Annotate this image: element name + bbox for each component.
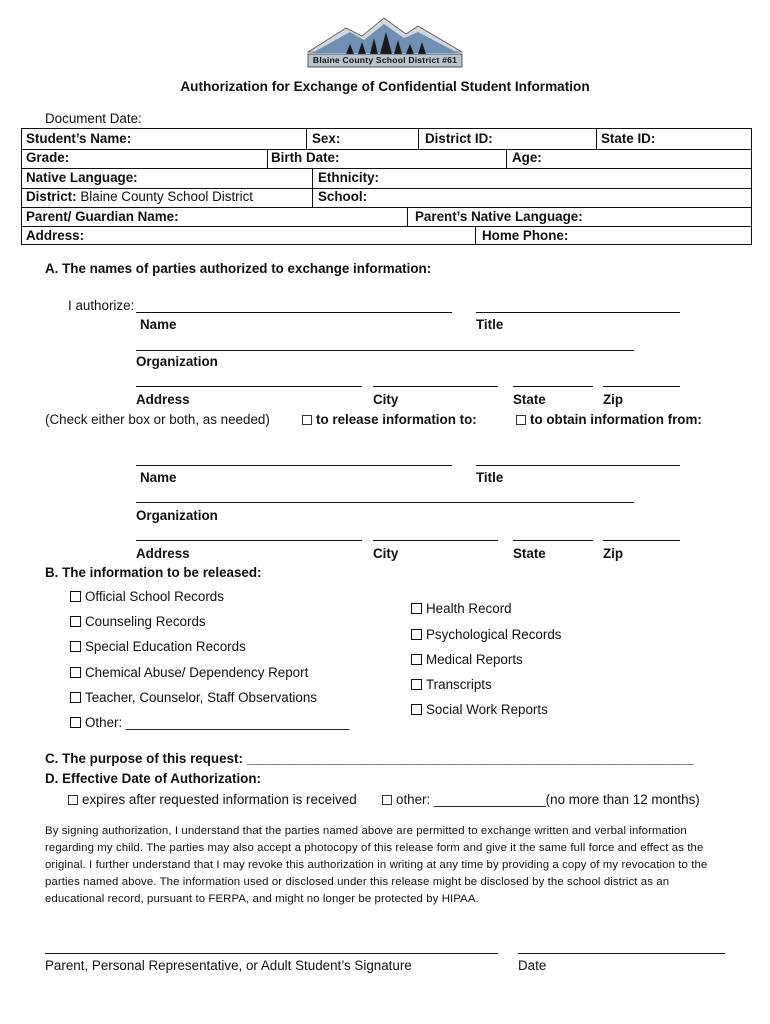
info-item-official-school-records[interactable] [70,589,224,604]
expires-option[interactable] [68,792,357,807]
checkbox[interactable] [70,667,81,678]
info-item-label: Social Work Reports [426,702,548,717]
student-info-table [21,128,752,245]
checkbox[interactable] [411,603,422,614]
i-authorize-label: I authorize: [68,298,135,313]
party1-title-label: Title [476,317,504,332]
party2-state-label: State [513,546,546,561]
ethnicity-field[interactable]: Ethnicity: [318,170,380,185]
parent-native-language-field[interactable]: Parent’s Native Language: [415,208,583,224]
home-phone-field[interactable]: Home Phone: [482,228,569,243]
section-b-heading: B. The information to be released: [45,565,262,580]
party1-city-label: City [373,392,399,407]
birth-date-field[interactable]: Birth Date: [271,150,340,165]
district-logo [306,16,464,70]
info-item-label: Other: ______________________________ [85,715,350,730]
info-item-label: Teacher, Counselor, Staff Observations [85,690,317,705]
obtain-from-option[interactable] [516,412,702,427]
district-label: District: [26,189,77,204]
date-label: Date [518,958,547,973]
info-item-label: Special Education Records [85,639,246,654]
expires-checkbox[interactable] [68,795,78,805]
checkbox[interactable] [411,679,422,690]
party2-address-line[interactable] [136,540,362,541]
district-id-field[interactable]: District ID: [425,131,493,146]
party1-zip-line[interactable] [603,386,680,387]
info-item-medical-reports[interactable] [411,652,523,667]
party1-city-line[interactable] [373,386,498,387]
info-item-psychological-records[interactable] [411,627,561,642]
party1-organization-label: Organization [136,354,218,369]
other-date-label: other: _______________(no more than 12 months) [396,792,700,807]
party1-name-line[interactable] [136,312,452,313]
sex-field[interactable]: Sex: [312,131,341,146]
grade-field[interactable]: Grade: [26,150,70,165]
party1-address-line[interactable] [136,386,362,387]
checkbox[interactable] [411,704,422,715]
info-item-special-education-records[interactable] [70,639,246,654]
info-item-transcripts[interactable] [411,677,492,692]
document-date-label: Document Date: [45,111,142,126]
other-date-option[interactable] [382,792,700,807]
info-item-counseling-records[interactable] [70,614,206,629]
party2-city-line[interactable] [373,540,498,541]
parent-guardian-name-field[interactable]: Parent/ Guardian Name: [26,208,179,224]
info-item-label: Transcripts [426,677,492,692]
info-item-social-work-reports[interactable] [411,702,548,717]
district-field [26,189,253,204]
other-date-checkbox[interactable] [382,795,392,805]
info-item-staff-observations[interactable] [70,690,317,705]
release-to-label: to release information to: [316,412,477,427]
checkbox[interactable] [411,654,422,665]
party2-city-label: City [373,546,399,561]
party2-zip-line[interactable] [603,540,680,541]
state-id-field[interactable]: State ID: [601,131,656,146]
checkbox[interactable] [70,641,81,652]
consent-paragraph: By signing authorization, I understand that the parties named above are permitted to exchange written and verbal information regarding my child. The parties may also accept a photocopy of this release form and give it the same full force and effect as the original. I further understand that I may revoke this authorization in writing at any time by providing a copy of my revocation to the parties named above. The information used or disclosed under this release might be disclosed by the school district as an educational record, pursuant to FERPA, and might no longer be protected by HIPAA. [45,825,708,905]
address-field[interactable]: Address: [26,228,85,243]
party2-address-label: Address [136,546,190,561]
party1-title-line[interactable] [476,312,680,313]
party2-state-line[interactable] [513,540,593,541]
expires-label: expires after requested information is received [82,792,357,807]
info-item-label: Health Record [426,601,512,616]
party2-organization-line[interactable] [136,502,634,503]
info-item-label: Counseling Records [85,614,206,629]
signature-line[interactable] [45,953,498,954]
party1-address-label: Address [136,392,190,407]
info-item-label: Medical Reports [426,652,523,667]
party1-name-label: Name [140,317,177,332]
form-title: Authorization for Exchange of Confidential Student Information [180,79,590,94]
info-item-label: Chemical Abuse/ Dependency Report [85,665,309,680]
section-c-purpose[interactable]: C. The purpose of this request: ____________________________________________________________ [45,751,694,766]
check-note: (Check either box or both, as needed) [45,412,270,427]
party2-title-line[interactable] [476,465,680,466]
checkbox[interactable] [70,692,81,703]
logo-text: Blaine County School District #61 [312,55,458,65]
party1-state-line[interactable] [513,386,593,387]
party2-name-label: Name [140,470,177,485]
party1-zip-label: Zip [603,392,624,407]
native-language-field[interactable]: Native Language: [26,170,138,185]
district-value: Blaine County School District [80,189,254,204]
info-item-label: Official School Records [85,589,224,604]
age-field[interactable]: Age: [512,150,542,165]
party2-organization-label: Organization [136,508,218,523]
release-to-option[interactable] [302,412,477,427]
obtain-from-checkbox[interactable] [516,415,526,425]
party1-state-label: State [513,392,546,407]
party1-organization-line[interactable] [136,350,634,351]
date-line[interactable] [518,953,725,954]
party2-name-line[interactable] [136,465,452,466]
checkbox[interactable] [70,591,81,602]
party2-title-label: Title [476,470,504,485]
party2-zip-label: Zip [603,546,624,561]
signature-label: Parent, Personal Representative, or Adult Student’s Signature [45,958,412,973]
checkbox[interactable] [70,717,81,728]
section-a-heading: A. The names of parties authorized to exchange information: [45,261,432,276]
info-item-label: Psychological Records [426,627,562,642]
section-d-heading: D. Effective Date of Authorization: [45,771,261,786]
student-name-field[interactable]: Student’s Name: [26,131,132,146]
school-field[interactable]: School: [318,189,368,204]
obtain-from-label: to obtain information from: [530,412,702,427]
release-to-checkbox[interactable] [302,415,312,425]
info-item-health-record[interactable] [411,601,512,616]
checkbox[interactable] [70,616,81,627]
checkbox[interactable] [411,629,422,640]
info-item-other[interactable] [70,715,349,730]
info-item-chemical-abuse-report[interactable] [70,665,308,680]
